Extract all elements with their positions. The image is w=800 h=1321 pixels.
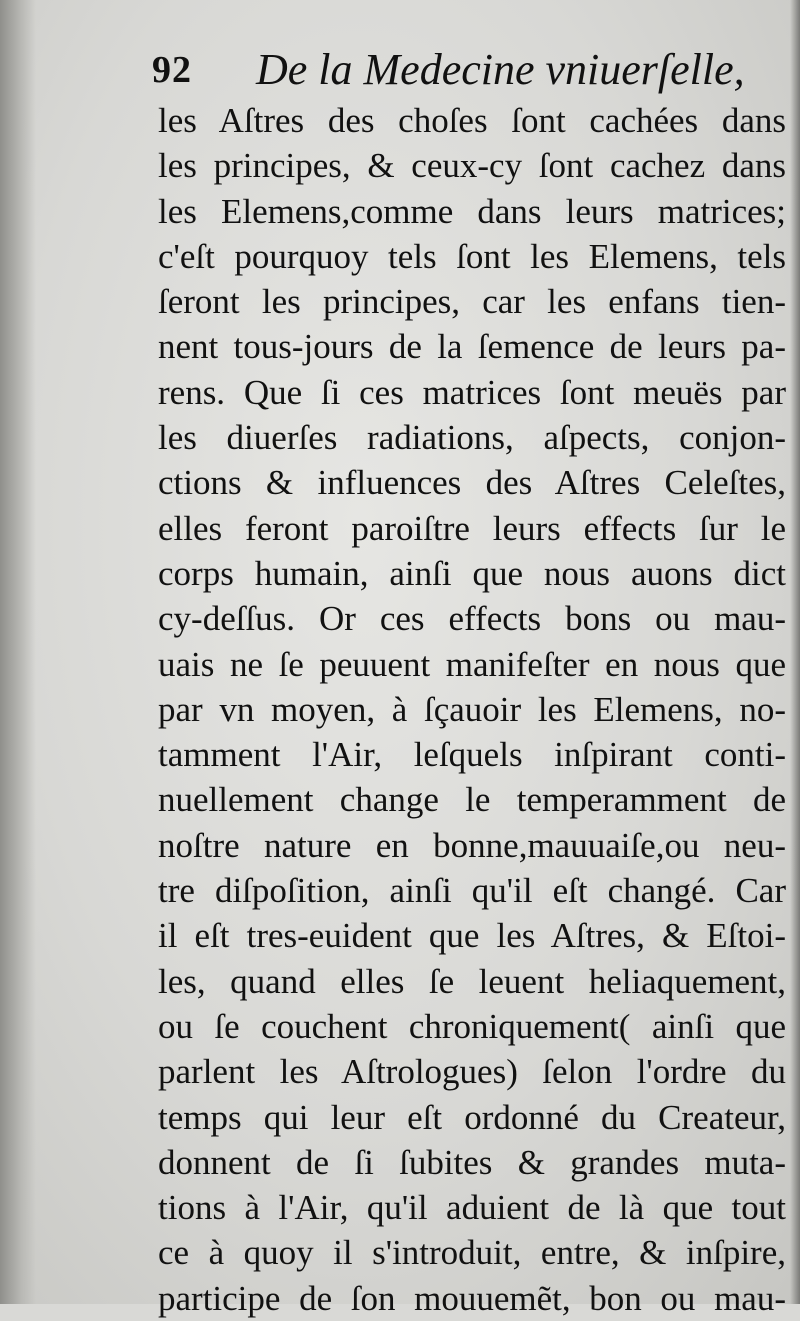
text-line: uais ne ſe peuuent manifeſter en nous que — [158, 644, 786, 684]
text-line: rens. Que ſi ces matrices ſont meuës par — [158, 372, 786, 412]
text-line: participe de ſon mouuemẽt, bon ou mau- — [158, 1278, 786, 1318]
text-line: noſtre nature en bonne,mauuaiſe,ou neu- — [158, 825, 786, 865]
text-line: les principes, & ceux-cy ſont cachez dans — [158, 146, 786, 186]
page-edge-shadow — [790, 0, 800, 1304]
page-gutter-shadow — [0, 0, 36, 1304]
running-title: De la Medecine vniuerſelle, — [256, 45, 745, 94]
text-line: ſeront les principes, car les enfans tien- — [158, 282, 786, 322]
text-line: les Elemens,comme dans leurs matrices; — [158, 191, 786, 231]
text-line: donnent de ſi ſubites & grandes muta- — [158, 1142, 786, 1182]
text-line: il eſt tres-euident que les Aſtres, & Eſtoi- — [158, 916, 786, 956]
text-line: tions à l'Air, qu'il aduient de là que tout — [158, 1188, 786, 1228]
text-line: c'eſt pourquoy tels ſont les Elemens, tels — [158, 236, 786, 276]
body-text — [158, 98, 786, 1321]
page-header — [152, 42, 752, 102]
text-line: les diuerſes radiations, aſpects, conjon- — [158, 418, 786, 458]
text-line: ce à quoy il s'introduit, entre, & inſpire, — [158, 1233, 786, 1273]
text-line: les, quand elles ſe leuent heliaquement, — [158, 961, 786, 1001]
text-line: les Aſtres des choſes ſont cachées dans — [158, 101, 786, 140]
text-line: tamment l'Air, leſquels inſpirant conti- — [158, 735, 786, 775]
text-line: ctions & influences des Aſtres Celeſtes, — [158, 463, 786, 503]
text-line: corps humain, ainſi que nous auons dict — [158, 553, 786, 593]
text-line: cy-deſſus. Or ces effects bons ou mau- — [158, 599, 786, 639]
text-line: nent tous-jours de la ſemence de leurs pa- — [158, 327, 786, 367]
page-number: 92 — [152, 49, 192, 91]
text-line: tre diſpoſition, ainſi qu'il eſt changé. Car — [158, 871, 786, 911]
text-line: ou ſe couchent chroniquement( ainſi que — [158, 1006, 786, 1046]
text-line: nuellement change le temperamment de — [158, 780, 786, 820]
text-line: par vn moyen, à ſçauoir les Elemens, no- — [158, 689, 786, 729]
text-line: parlent les Aſtrologues) ſelon l'ordre du — [158, 1052, 786, 1092]
text-line: temps qui leur eſt ordonné du Createur, — [158, 1097, 786, 1137]
text-line: elles feront paroiſtre leurs effects ſur le — [158, 508, 786, 548]
